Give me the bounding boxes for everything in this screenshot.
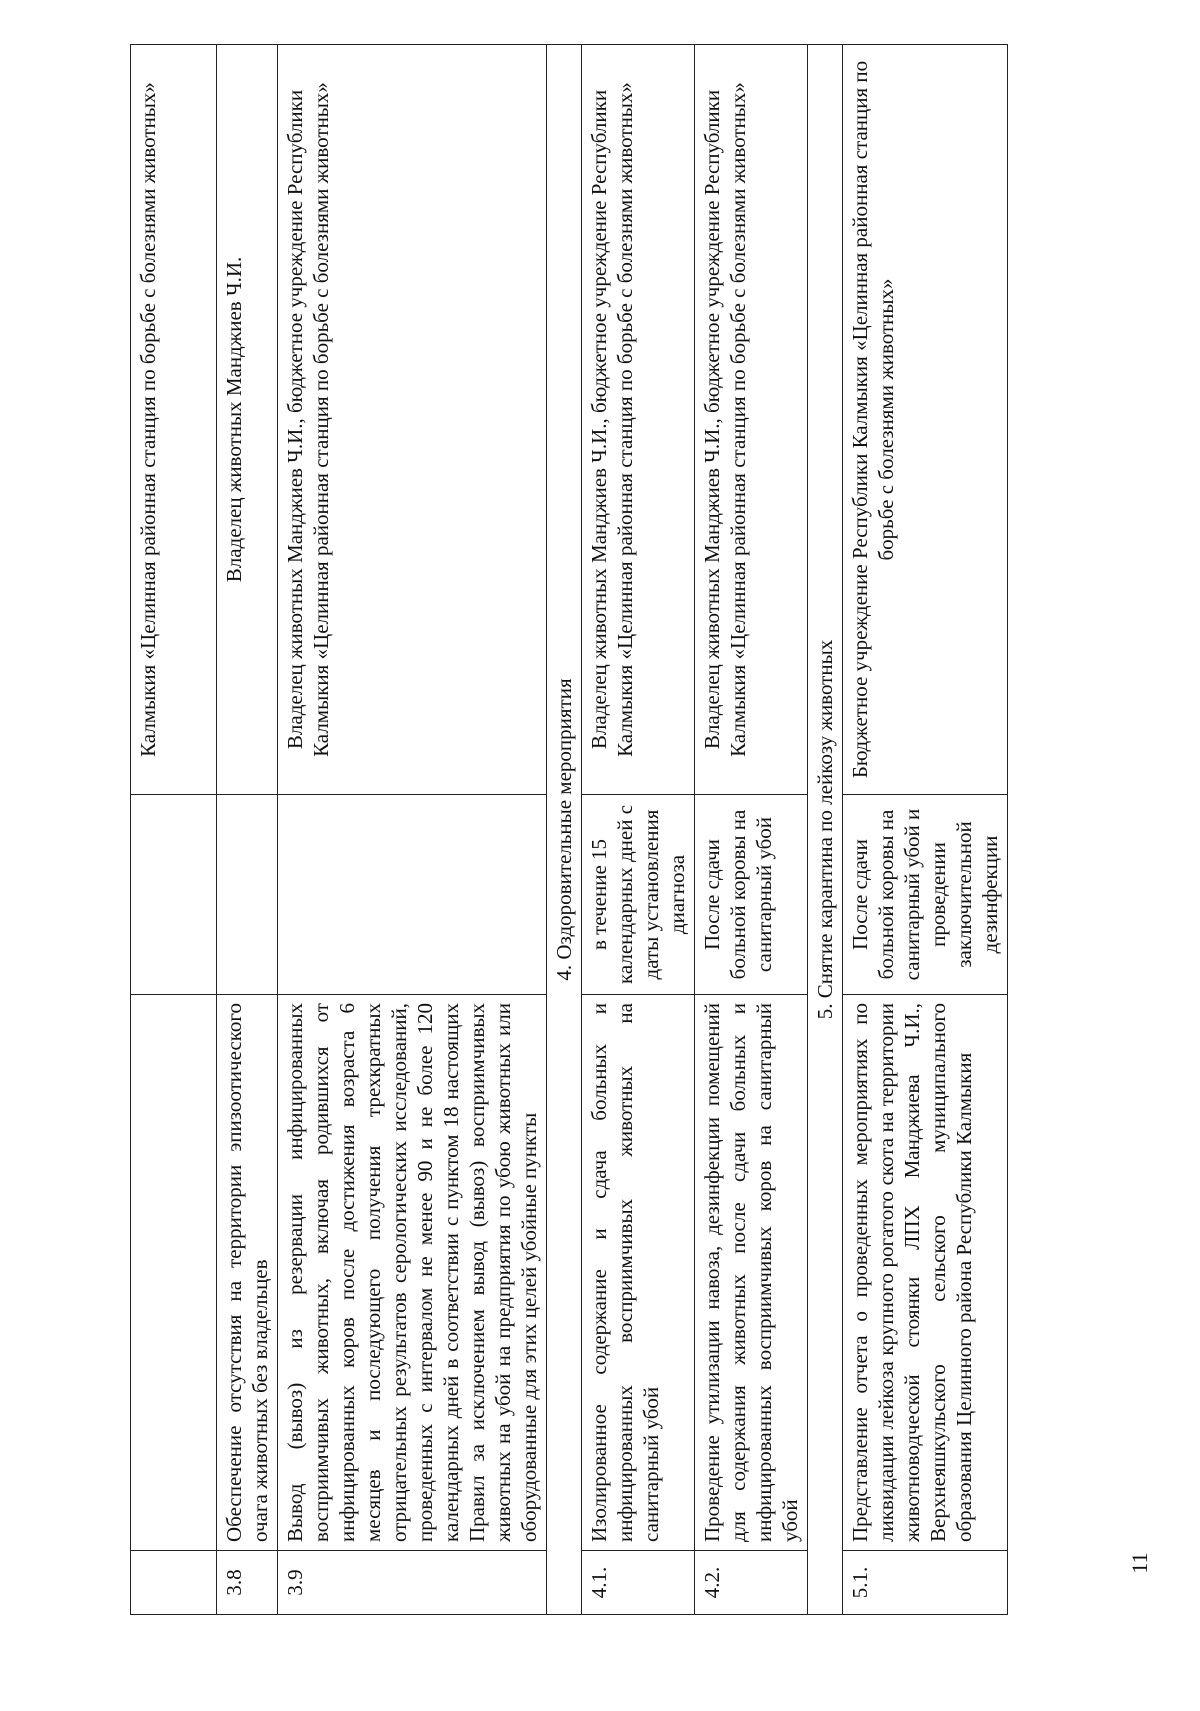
row-action — [131, 995, 217, 1551]
row-responsible: Бюджетное учреждение Республики Калмыкия «Целинная районная станция по борьбе с болезнями животных» — [843, 45, 1008, 795]
measures-table — [130, 44, 1008, 1615]
row-term — [278, 795, 547, 995]
row-responsible: Калмыкия «Целинная районная станция по борьбе с болезнями животных» — [131, 45, 217, 795]
row-action: Проведение утилизации навоза, дезинфекции помещений для содержания животных после сдачи больных и инфицированных восприимчивых коров на санитарный убой — [695, 995, 808, 1551]
row-number: 3.9 — [278, 1551, 547, 1615]
row-term: в течение 15 календарных дней с даты установления диагноза — [582, 795, 695, 995]
row-number: 4.1. — [582, 1551, 695, 1615]
row-action: Изолированное содержание и сдача больных и инфицированных восприимчивых животных на санитарный убой — [582, 995, 695, 1551]
rotated-page-content — [130, 45, 1200, 1615]
table-row — [217, 45, 278, 1615]
row-term — [131, 795, 217, 995]
table-row — [582, 45, 695, 1615]
row-responsible: Владелец животных Манджиев Ч.И., бюджетное учреждение Республики Калмыкия «Целинная районная станция по борьбе с болезнями животных» — [582, 45, 695, 795]
row-number: 4.2. — [695, 1551, 808, 1615]
row-number: 3.8 — [217, 1551, 278, 1615]
table-row — [278, 45, 547, 1615]
page-number: 11 — [1127, 1552, 1152, 1574]
row-responsible: Владелец животных Манджиев Ч.И. — [217, 45, 278, 795]
table-row — [695, 45, 808, 1615]
row-action: Обеспечение отсутствия на территории эпизоотического очага животных без владельцев — [217, 995, 278, 1551]
row-term: После сдачи больной коровы на санитарный убой и проведении заключительной дезинфекции — [843, 795, 1008, 995]
row-number — [131, 1551, 217, 1615]
row-responsible: Владелец животных Манджиев Ч.И., бюджетное учреждение Республики Калмыкия «Целинная районная станция по борьбе с болезнями животных» — [278, 45, 547, 795]
row-term: После сдачи больной коровы на санитарный убой — [695, 795, 808, 995]
section-title: 4. Оздоровительные мероприятия — [547, 45, 582, 1615]
section-header-row — [808, 45, 843, 1615]
row-action: Вывод (вывоз) из резервации инфицированных восприимчивых животных, включая родившихся от инфицированных коров после достижения возраста 6 месяцев и последующего получения трехкратных отрицательных результатов серологических исследований, проведенных с интервалом не менее 90 и не более 120 календарных дней в соответствии с пунктом 18 настоящих Правил за исключением вывод (вывоз) восприимчивых животных на убой на предприятия по убою животных или оборудованные для этих целей убойные пункты — [278, 995, 547, 1551]
table-row — [843, 45, 1008, 1615]
table-row — [131, 45, 217, 1615]
row-action: Представление отчета о проведенных мероприятиях по ликвидации лейкоза крупного рогатого скота на территории животноводческой стоянки ЛПХ Манджиева Ч.И., Верхнеяшкульского сельского муниципального образования Целинного района Республики Калмыкия — [843, 995, 1008, 1551]
row-number: 5.1. — [843, 1551, 1008, 1615]
section-header-row — [547, 45, 582, 1615]
section-title: 5. Снятие карантина по лейкозу животных — [808, 45, 843, 1615]
row-responsible: Владелец животных Манджиев Ч.И., бюджетное учреждение Республики Калмыкия «Целинная районная станция по борьбе с болезнями животных» — [695, 45, 808, 795]
row-term — [217, 795, 278, 995]
